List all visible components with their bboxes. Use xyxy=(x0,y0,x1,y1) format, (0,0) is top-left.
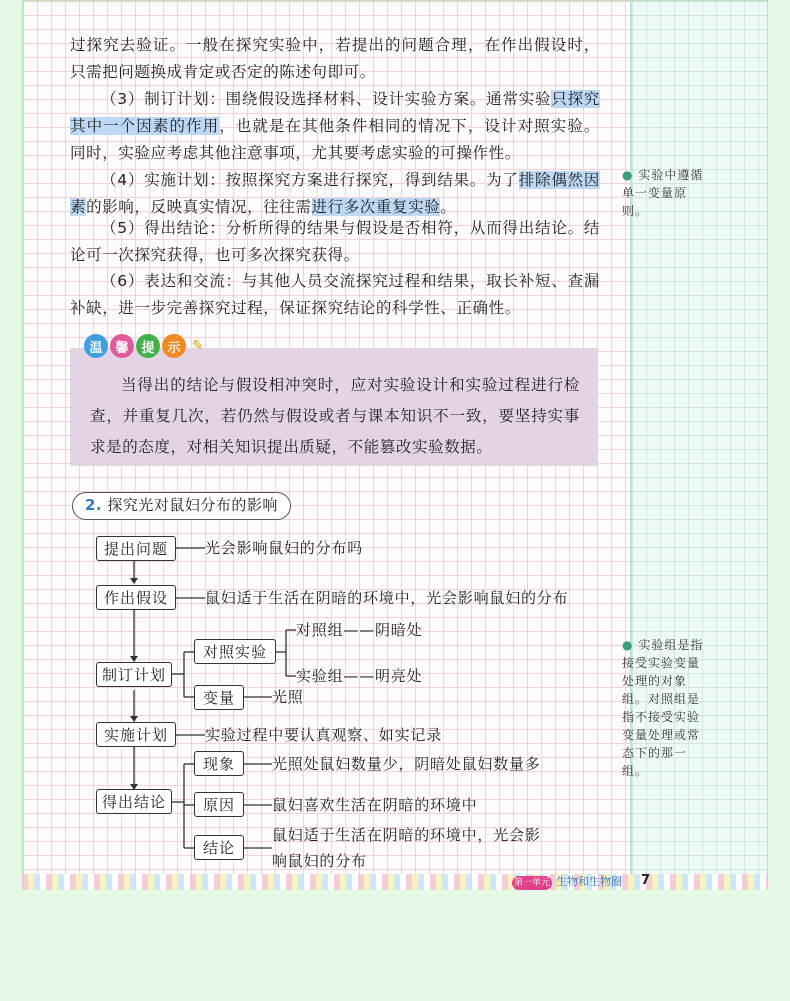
paragraph-text: 过探究去验证。一般在探究实验中，若提出的问题合理，在作出假设时，只需把问题换成肯定或否定的陈述句即可。 xyxy=(70,36,600,81)
footer-unit-badge: 第一单元 xyxy=(513,878,550,888)
highlight-text: 进行多次重复实验 xyxy=(311,198,441,216)
flow-text: 光照处鼠妇数量少，阴暗处鼠妇数量多 xyxy=(272,755,541,773)
pencil-icon: ✎ xyxy=(192,338,204,354)
paragraph-text: （4）实施计划：按照探究方案进行探究，得到结果。为了 xyxy=(101,171,519,189)
paragraph-text: （5）得出结论：分析所得的结果与假设是否相符，从而得出结论。结论可一次探究获得，也可多次探究获得。 xyxy=(70,219,600,264)
flow-step-conclude: 得出结论 xyxy=(96,789,172,814)
flow-step-implement: 实施计划 xyxy=(96,722,176,747)
flow-box-variable: 变量 xyxy=(194,685,244,710)
paragraph-text: ，也就是在其他条件相同的情况下，设计对照实验。同时，实验应考虑其他注意事项，尤其要考虑实验的可操作性。 xyxy=(70,117,600,162)
side-note-text: 实验组是指接受实验变量处理的对象组。对照组是指不接受实验变量处理或常态下的那一组。 xyxy=(622,638,704,778)
tip-header-char: 馨 xyxy=(110,334,134,358)
flow-text: 鼠妇适于生活在阴暗的环境中，光会影 xyxy=(272,826,541,844)
flow-step-plan: 制订计划 xyxy=(96,662,172,687)
paragraph-text: 。 xyxy=(440,198,457,216)
flow-text: 鼠妇喜欢生活在阴暗的环境中 xyxy=(272,796,478,814)
bullet-icon: ● xyxy=(622,168,634,182)
flow-step-ask-question: 提出问题 xyxy=(96,536,176,561)
tip-header-char: 示 xyxy=(162,334,186,358)
flow-step-hypothesis: 作出假设 xyxy=(96,585,176,610)
paragraph-text: （6）表达和交流：与其他人员交流探究过程和结果，取长补短、查漏补缺，进一步完善探究过程，保证探究结论的科学性、正确性。 xyxy=(70,272,600,317)
flow-box-phenomenon: 现象 xyxy=(194,751,244,776)
side-note-text: 实验中遵循单一变量原则。 xyxy=(622,168,704,218)
section-title-text: 探究光对鼠妇分布的影响 xyxy=(107,496,278,514)
flow-box-reason: 原因 xyxy=(194,792,244,817)
flow-text: 实验过程中要认真观察、如实记录 xyxy=(205,726,443,744)
section-number: 2. xyxy=(85,496,103,514)
flow-text: 实验组——明亮处 xyxy=(296,667,423,685)
flow-text: 光会影响鼠妇的分布吗 xyxy=(205,539,364,557)
tip-header-char: 提 xyxy=(136,334,160,358)
flow-text: 光照 xyxy=(272,688,304,706)
bullet-icon: ● xyxy=(622,638,634,652)
highlight-text: 只探究其中一个因素的作用 xyxy=(70,90,600,135)
flow-text: 对照组——阴暗处 xyxy=(296,621,423,639)
footer-unit-title: 生物和生物圈 xyxy=(556,875,622,888)
tip-text: 当得出的结论与假设相冲突时，应对实验设计和实验过程进行检查，并重复几次，若仍然与假设或者与课本知识不一致，要坚持实事求是的态度，对相关知识提出质疑，不能篡改实验数据。 xyxy=(90,376,580,456)
flow-box-control-experiment: 对照实验 xyxy=(194,639,276,664)
flow-text: 鼠妇适于生活在阴暗的环境中，光会影响鼠妇的分布 xyxy=(205,589,569,607)
flow-text: 响鼠妇的分布 xyxy=(272,852,367,870)
highlight-text: 排除偶然因素 xyxy=(70,171,600,216)
footer-decoration xyxy=(22,874,768,890)
paragraph-text: （3）制订计划：围绕假设选择材料、设计实验方案。通常实验 xyxy=(101,90,552,108)
flow-box-conclusion: 结论 xyxy=(194,835,244,860)
tip-header-char: 温 xyxy=(84,334,108,358)
page-number: 7 xyxy=(641,873,651,888)
paragraph-text: 的影响，反映真实情况，往往需 xyxy=(86,198,312,216)
